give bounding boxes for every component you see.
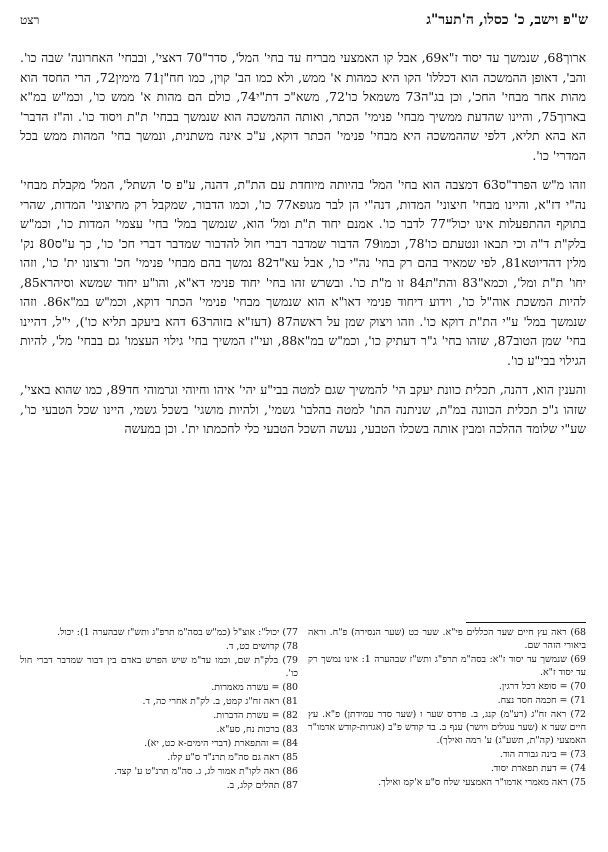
footnote: 69) שנמשך עד יסוד ז"א: בסה"מ תרפ"ג ותש"ז שבהערה 1: אינו נמשך רק עד יסוד ז"א. [308,654,586,678]
footnote: 87) תהלים קלג, ב. [226,780,298,791]
paragraph: והענין הוא, דהנה, תכלית כוונת יעקב הי' להמשיך שגם למטה בבי"ע יהי' איהו וחיוהי וגרמוהי חד89, כמו שהוא באצי', שזהו ג"כ תכלית הכוונה במ"ת, שניתנה התו' למטה בהלבו' גשמי', ולהיות מושגי' בשכל גשמי, היינו שכל הטבעי כו', שע"י שלומד ההלכה ומבין אותה בשכלו הטבעי, נעשה השכל הטבעי כלי לחכמתו ית'. וכן במעשה [20,382,586,436]
footnote: 78) קדושים כט, ד. [225,641,298,652]
footnote: 85) ראה גם סה"מ תרנ"ד ס"ע קלז. [167,752,298,763]
footnote: 72) ראה זח"ג (רע"מ) קנג, ב. פרדס שער ו (שער סדר עמידתן) פ"א. עץ חיים שער א (שער עגולים ויושר) ענף ב. בד קודש פ"ב (אגרות-קודש אדמו"ר האמצעי (קה"ת, תשע"ג) ע' רמה ואילך). [308,709,586,746]
footnote: 77) יכול": אוצ"ל (כמ"ש בסה"מ תרפ"ג ותש"ז שבהערה 1): יכול. [57,627,298,638]
footnote: 84) = והתפארת (דברי הימים-א כט, יא). [144,738,298,749]
footnote: 81) ראה זח"ג קמט, ב. לק"ת אחרי כה, ד. [142,696,298,707]
footnotes-left-column [20,626,298,793]
main-text [20,48,586,449]
footnote: 71) = חכמה חסד נצח. [497,695,586,706]
page-number: רצט [20,13,40,27]
footnote: 83) ברכות נח, סע"א. [216,724,298,735]
footnote: 74) = דעת תפארת יסוד. [490,763,586,774]
footnote: 73) = בינה גבורה הוד. [499,749,586,760]
footnotes-right-column [308,626,586,793]
footnote: 75) ראה מאמרי אדמו"ר האמצעי שלח ס"ע א'קמ ואילך. [378,777,586,788]
footnote: 80) = עשרה מאמרות. [211,682,298,693]
page-header [20,12,588,34]
footnote-separator [466,622,586,623]
footnote: 68) ראה עץ חיים שער הכללים פי"א. שער כט (שער הנסירה) פ"ח. וראה ביאורי הזהר שם. [308,627,586,651]
footnotes [20,626,586,793]
footnote: 70) = סופא דכל דרגין. [498,681,586,692]
footnote: 86) ראה לקו"ת אמור לג, ג. סה"מ תרנ"ט ע' קצד. [114,766,298,777]
paragraph: ארוך68, שנמשך עד יסוד ז"א69, אבל קו האמצעי מבריח עד בחי' המל', סדר"70 דאצי', ובבחי' האחרונה' שבה כו'. והב', דאופן ההמשכה הוא דכללו' הקו היא כמהות א' ממש, ולא כמו הב' קוין, כמו חח"ן71 מימין72, הרי החסד הוא מהות אחר מבחי' החכ', וכן בג"ה73 משמאל כו'72, משא"כ דת"י74, כולם הם מהות א' ממש כו', וכמ"ש במ"א בארוך75, והיינו שהדעת ממשיך מבחי' פנימי' הכתר, ואותה ההמשכה הוא שנמשך בבחי' ת"ת ויסוד כו'. וה"ז הדבר' הא בהא תליא, דלפי שההמשכה היא מבחי' פנימי' הכתר דוקא, ע"כ אינה משתנית, ונמשך בחי' המהות ממש בכל המדרי' כו'. [20,50,587,163]
footnote: 79) בלק"ת שם, וכמו עד"מ שיש הפרש באדם בין דבור שמדבר דברי חול כו'. [20,655,298,679]
footnote: 82) = עשרת הדברות. [213,710,298,721]
paragraph: וזהו מ"ש הפרד"ס63 דמצבה הוא בחי' המל' בהיותה מיוחדת עם הת"ת, דהנה, ע"פ ס' השתל', המל' מקבלת מבחי' נה"י דז"א, והיינו מבחי' חיצוני' המדות, דנה"י הן לבר מגופא77 כו', וכמו הדבור, שמקבל רק מחיצוני' המדות, שהרי בתוקף ההתפעלות אינו יכול"77 לדבר כו'. אמנם יחוד ת"ת ומל' הוא, שנמשך במל' בחי' עצמי' המדות כו', וכמ"ש בלק"ת ד"ה וכי תבאו ונטעתם כו'78, וכמו79 הדבור שמדבר דברי חול להדבור שמדבר דברי חכ' כו', כך ע"ס80 נק' מלין דהדיוטא81, לפי שמאיר בהם רק בחי' נה"י כו', אבל עא"ד82 נמשך בהם מבחי' פנימי' חכ' ורצונו ית' כו', וזהו יחו' ת"ת ומל', וכמא"83 והת"ת84 זו מ"ת כו'. ובשרש זהו בחי' יחוד פנימי דא"א, והו"ע יחוד שמשא וסיהרא85, להיות המשכת אוה"ל כו', וידוע דיחוד פנימי דאו"א הוא שנמשך מבחי' פנימי' הכתר דוקא, וכמ"ש במ"א86. וזהו שנמשך במל' ע"י הת"ת דוקא כו'. וזהו ויצוק שמן על ראשה87 (דעז"א בזוהר63 דהא ביעקב תליא כו'), י"ל, דהיינו בחי' שמן הטוב87, שזהו בחי' ג"ר דעתיק כו', וכמ"ש במ"א88, ועי"ז המשיך בחי' גילוי העצמו' גם בבחי' מל', להיות הגילוי בבי"ע כו'. [20,177,587,368]
running-title: ש"פ וישב, כ' כסלו, ה'תער"ג [426,12,588,28]
